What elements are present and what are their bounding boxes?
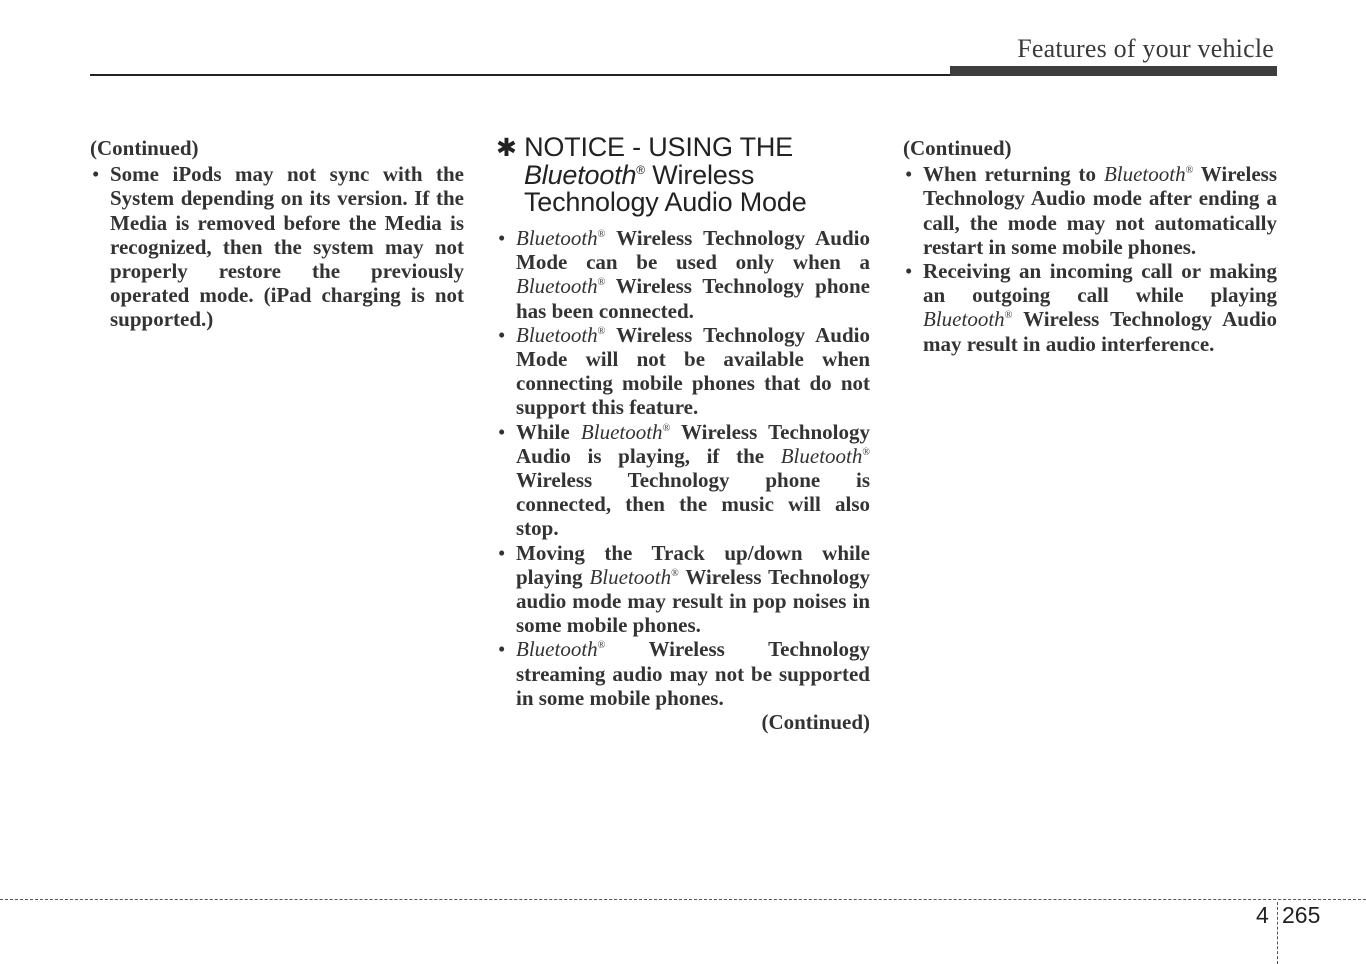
- registered-mark: ®: [597, 229, 606, 240]
- registered-mark: ®: [597, 640, 606, 652]
- page-number: 265: [1282, 902, 1321, 928]
- registered-mark: ®: [1185, 165, 1194, 177]
- section-number: 4: [1256, 902, 1269, 928]
- column-middle: [496, 134, 870, 734]
- list-item: [496, 637, 870, 710]
- bullet-list: [90, 162, 464, 331]
- bullet-text: When returning to: [923, 162, 1104, 187]
- bullet-text: Wireless Technology audio mode may result in pop noises in some mobile phones.: [516, 564, 871, 638]
- notice-line1: NOTICE - USING THE: [524, 132, 793, 162]
- running-header-title: Features of your vehicle: [1017, 34, 1274, 63]
- bluetooth-term: Bluetooth: [923, 307, 1005, 332]
- bluetooth-term: Bluetooth: [516, 274, 598, 299]
- notice-star-icon: ✱: [496, 134, 517, 162]
- bluetooth-term: Bluetooth: [780, 443, 863, 468]
- bullet-text: Wireless Technology Audio may result in audio interference.: [923, 307, 1277, 356]
- bullet-text: Wireless Technology phone has been connected.: [516, 274, 870, 323]
- column-right: [903, 134, 1277, 356]
- bullet-text: Wireless Technology Audio Mode can be used only when a: [516, 226, 870, 275]
- registered-mark: ®: [862, 446, 870, 458]
- bullet-text: Wireless Technology phone is connected, then the music will also stop.: [516, 468, 870, 541]
- bullet-text: Moving the Track up/down while playing: [516, 540, 870, 589]
- bluetooth-term: Bluetooth: [589, 564, 672, 589]
- notice-line3: Technology Audio Mode: [524, 187, 807, 217]
- list-item: [903, 162, 1277, 259]
- registered-mark: ®: [1004, 310, 1013, 322]
- list-item: [903, 259, 1277, 356]
- column-left: [90, 134, 464, 332]
- header-rule: [90, 74, 950, 76]
- bullet-text: Wireless Technology streaming audio may not be supported in some mobile phones.: [516, 637, 870, 710]
- bullet-text: Wireless Technology Audio mode after ending a call, the mode may not automatically restart in some mobile phones.: [923, 162, 1277, 259]
- list-item: [496, 323, 870, 420]
- registered-mark: ®: [597, 325, 606, 337]
- list-item: [496, 420, 870, 541]
- continued-label: (Continued): [90, 136, 199, 160]
- list-item: [496, 226, 870, 323]
- bullet-text: Receiving an incoming call or making an outgoing call while playing: [923, 259, 1277, 308]
- registered-mark: ®: [662, 422, 671, 434]
- bluetooth-term: Bluetooth: [516, 226, 598, 250]
- footer-dashed-divider: [1277, 902, 1278, 964]
- list-item: [90, 162, 464, 331]
- continued-label: (Continued): [761, 710, 870, 735]
- list-item: [496, 541, 870, 638]
- notice-heading: [496, 134, 870, 216]
- continued-label: (Continued): [903, 136, 1012, 160]
- bullet-text: While: [516, 419, 581, 444]
- registered-mark: ®: [597, 277, 606, 289]
- bluetooth-term: Bluetooth: [516, 637, 598, 662]
- registered-mark: ®: [636, 163, 645, 177]
- bullet-list: [496, 226, 870, 710]
- registered-mark: ®: [671, 567, 679, 579]
- bullet-text: Wireless Technology Audio Mode will not be available when connecting mobile phones that do not support this feature.: [516, 322, 870, 420]
- bullet-text: Some iPods may not sync with the System depending on its version. If the Media is removed before the Media is recognized, then the system may not properly restore the previously operated mode. (iPad charging is not supported.): [110, 162, 464, 332]
- bluetooth-term: Bluetooth: [516, 322, 598, 347]
- bullet-text: Wireless Technology Audio is playing, if the: [516, 419, 871, 468]
- bluetooth-term: Bluetooth: [1103, 162, 1186, 187]
- bluetooth-term: Bluetooth: [580, 419, 663, 444]
- notice-bluetooth: Bluetooth: [524, 160, 637, 190]
- header-bar: [950, 66, 1277, 76]
- bullet-list: [903, 162, 1277, 356]
- notice-line2: Wireless: [644, 160, 755, 190]
- footer-dashed-rule: [0, 899, 1366, 900]
